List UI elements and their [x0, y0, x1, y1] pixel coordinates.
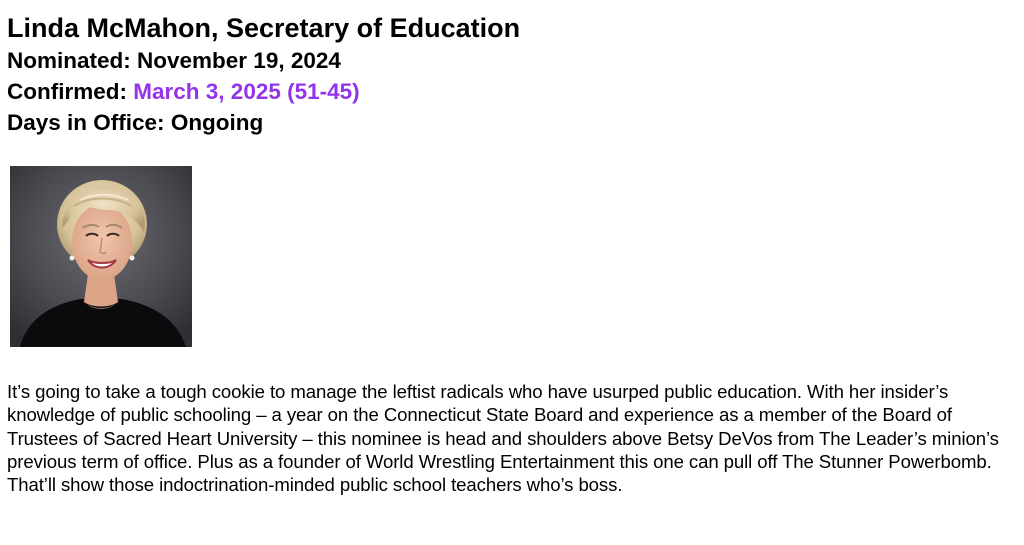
confirmed-line	[7, 76, 520, 107]
confirmed-label: Confirmed:	[7, 79, 127, 104]
confirmed-date: March 3, 2025 (51-45)	[133, 79, 360, 104]
days-in-office-value: Ongoing	[170, 110, 264, 135]
days-in-office-line	[7, 107, 520, 138]
body-paragraph: It’s going to take a tough cookie to manage the leftist radicals who have usurped public education. With her insider’s knowledge of public schooling – a year on the Connecticut State Board and experience as a member of the Board of Trustees of Sacred Heart University – this nominee is head and shoulders above Betsy DeVos from The Leader’s minion’s previous term of office. Plus as a founder of World Wrestling Entertainment this one can pull off The Stunner Powerbomb. That’ll show those indoctrination-minded public school teachers who’s boss.	[7, 381, 999, 496]
page-title: Linda McMahon, Secretary of Education	[7, 13, 521, 43]
nominated-date: November 19, 2024	[137, 48, 341, 73]
portrait-illustration	[10, 166, 192, 347]
nominated-label: Nominated:	[7, 48, 131, 73]
days-in-office-label: Days in Office:	[7, 110, 165, 135]
nominated-line	[7, 45, 520, 76]
profile-header	[7, 11, 520, 138]
portrait-photo	[10, 166, 192, 347]
